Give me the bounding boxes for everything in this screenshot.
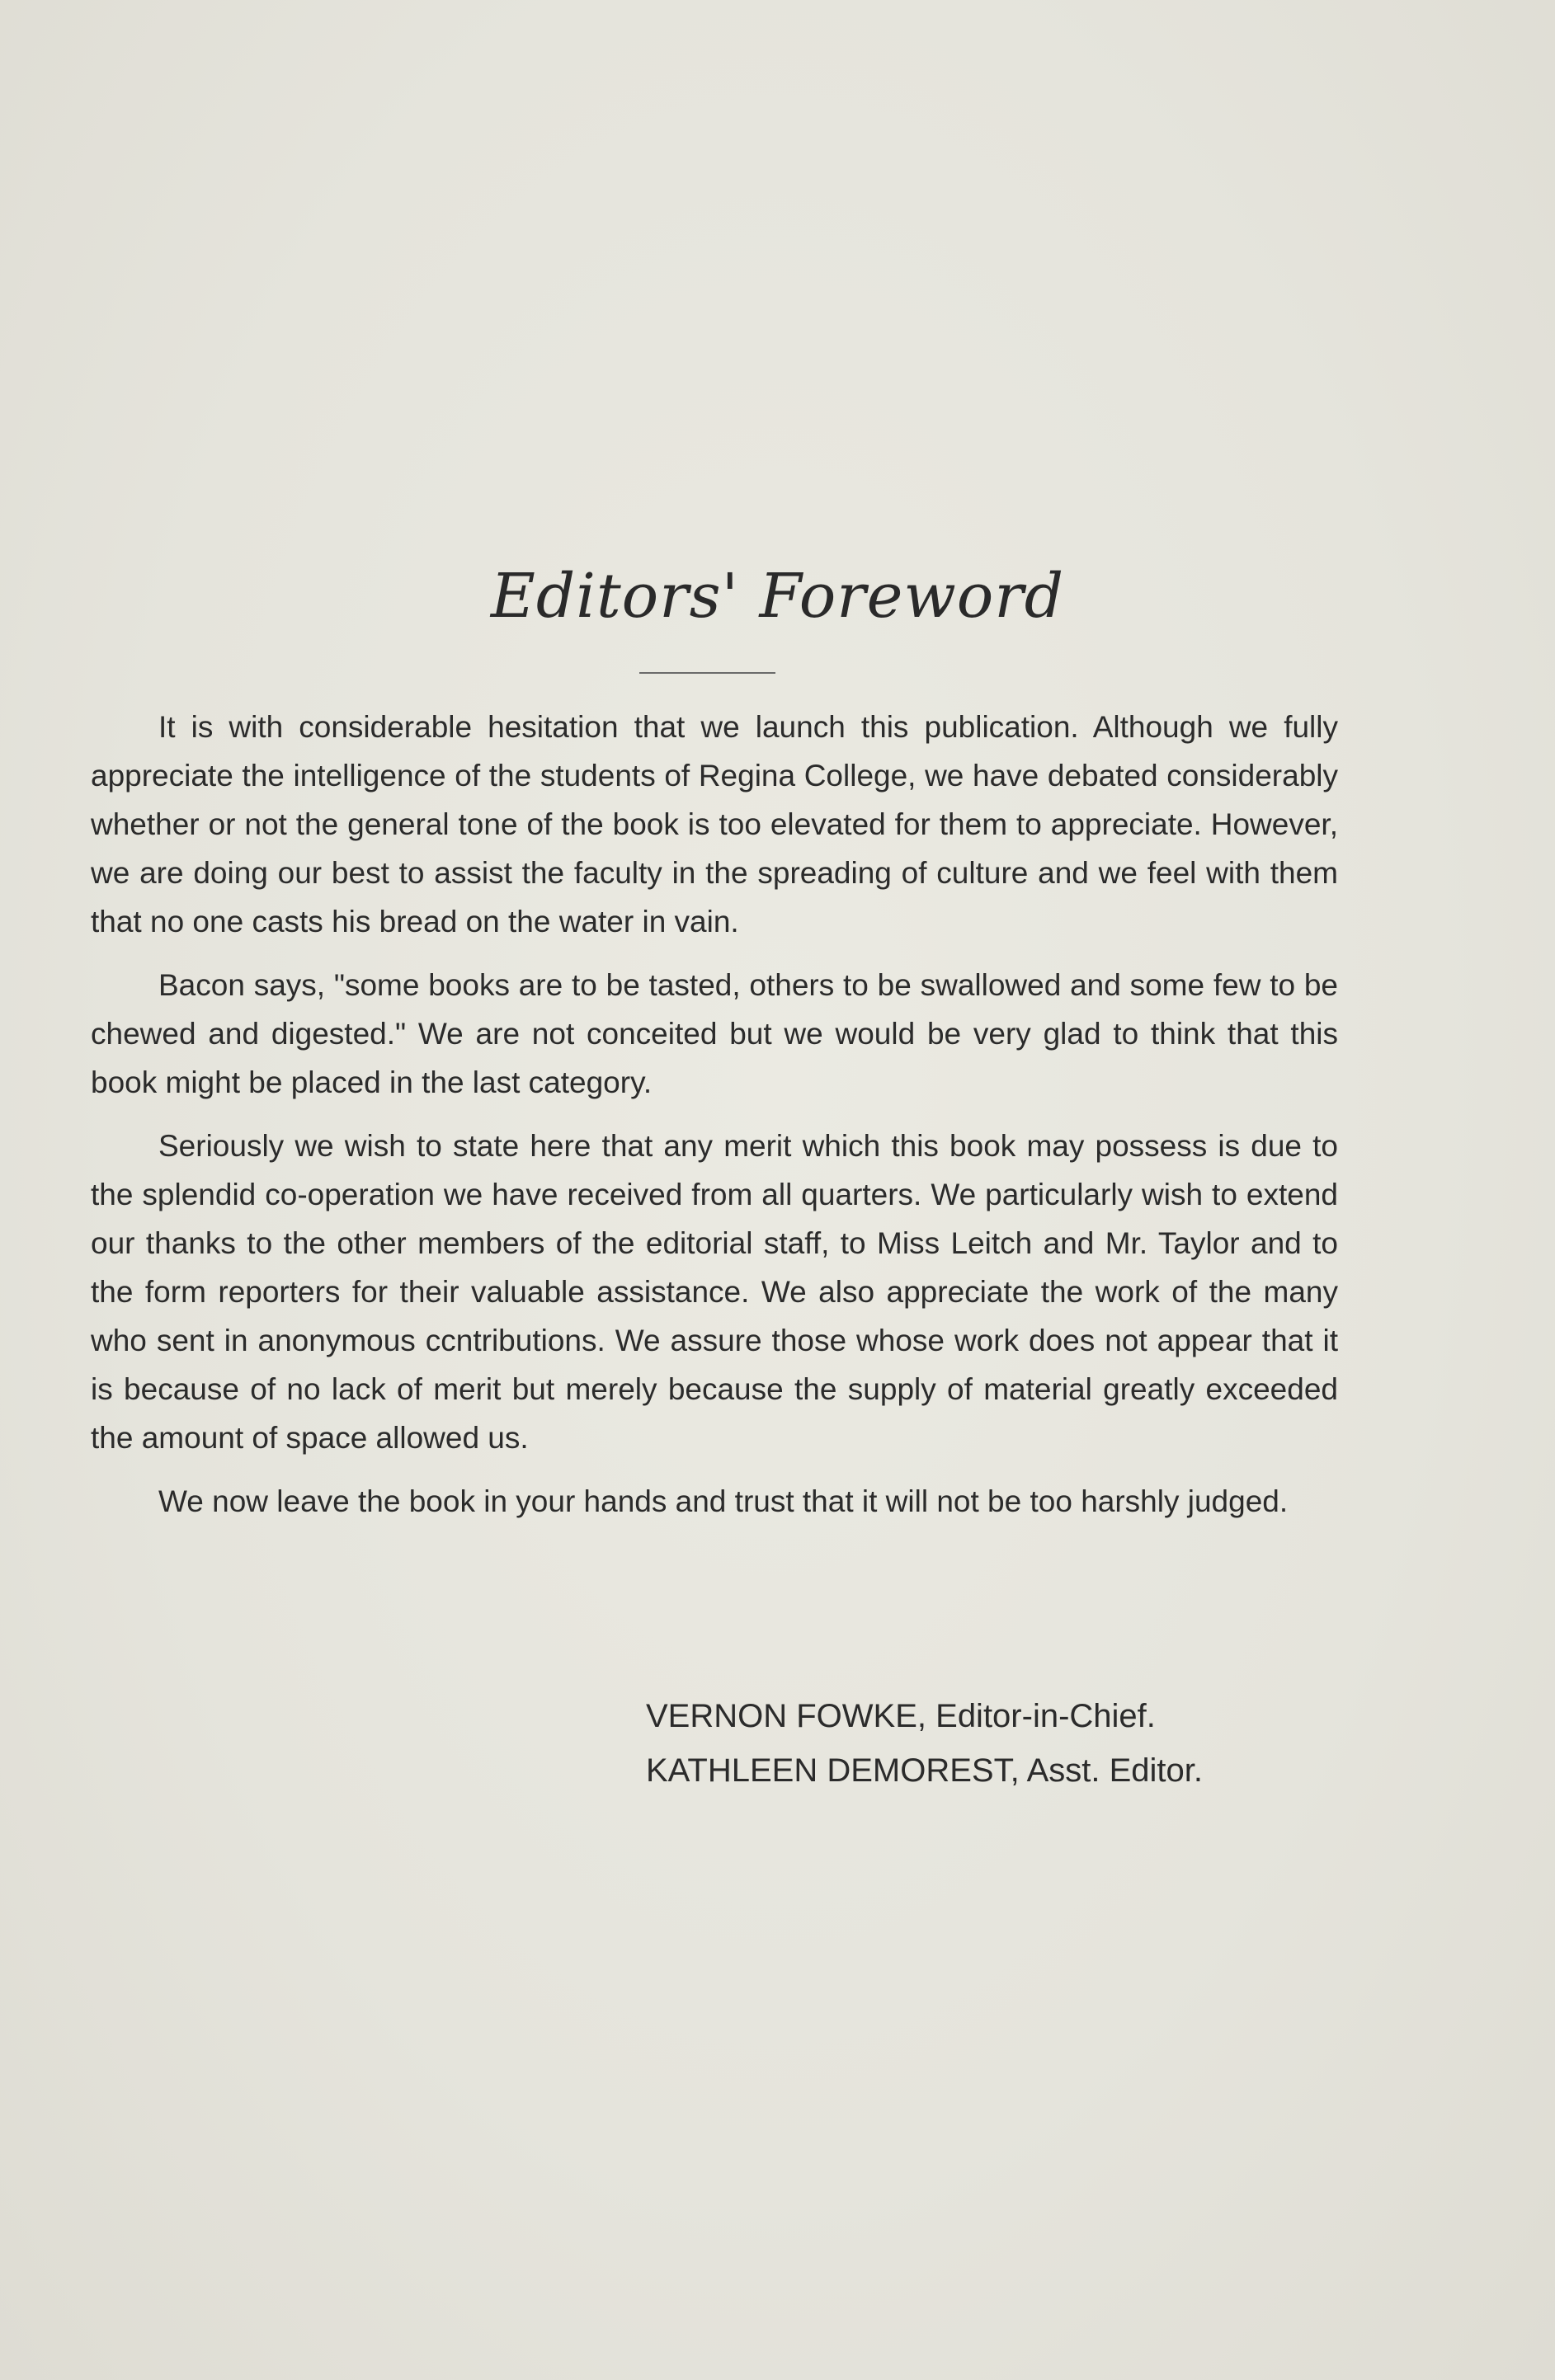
paragraph-4: We now leave the book in your hands and trust that it will not be too harshly judged. xyxy=(158,1484,1289,1518)
signature-editor-in-chief: VERNON FOWKE, Editor-in-Chief. xyxy=(646,1698,1156,1734)
page-title: Editors' Foreword xyxy=(490,561,1065,632)
paragraph-2: Bacon says, "some books are to be tasted, others to be swallowed and some few to be chewed and digested." We are not conceited but we would be very glad to think that this book might be placed in the last category. xyxy=(91,968,1338,1099)
signature-block xyxy=(646,1689,1203,1798)
paragraph-1: It is with considerable hesitation that we launch this publication. Although we fully appreciate the intelligence of the students of Regina College, we have debated considerably whether or not the general tone of the book is too elevated for them to appreciate. However, we are doing our best to assist the faculty in the spreading of culture and we feel with them that no one casts his bread on the water in vain. xyxy=(91,710,1338,938)
foreword-body xyxy=(91,703,1338,1540)
paragraph-3: Seriously we wish to state here that any merit which this book may possess is due to the splendid co-operation we have received from all quarters. We particularly wish to extend our thanks to the other members of the editorial staff, to Miss Leitch and Mr. Taylor and to the form reporters for their valuable assistance. We also appreciate the work of the many who sent in anonymous ccntributions. We assure those whose work does not appear that it is because of no lack of merit but merely because the supply of material greatly exceeded the amount of space allowed us. xyxy=(91,1129,1338,1455)
title-divider xyxy=(639,672,775,674)
signature-assistant-editor: KATHLEEN DEMOREST, Asst. Editor. xyxy=(646,1752,1203,1789)
